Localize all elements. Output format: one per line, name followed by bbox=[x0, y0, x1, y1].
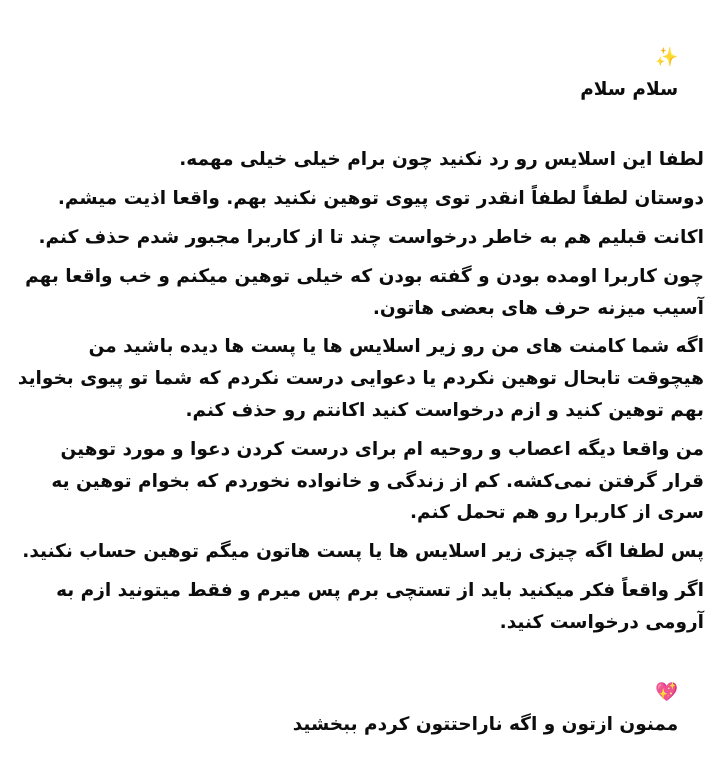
paragraph-no-energy: من واقعا دیگه اعصاب و روحیه ام برای درست کردن دعوا و مورد توهین قرار گرفتن نمی‌کشه. کم از زندگی و خانواده نخوردم که بخوام توهین یه سری از کاربرا رو هم تحمل کنم. bbox=[44, 438, 704, 524]
paragraph-check-comments: اگه شما کامنت های من رو زیر اسلایس ها یا پست ها دیده باشید من هیچوقت تابحال توهین نکردم یا دعوایی درست نکردم که شما تو پیوی بخواید بهم توهین کنید و ازم درخواست کنید اکانتم رو حذف کنم. bbox=[11, 336, 704, 421]
paragraph-no-insults-in-pv: دوستان لطفاً لطفاً انقدر توی پیوی توهین نکنید بهم. واقعا اذیت میشم. bbox=[57, 188, 704, 210]
paragraph-thanks-and-sorry-text: ممنون ازتون و اگه ناراحتتون کردم ببخشید bbox=[292, 714, 679, 736]
paragraph-greeting bbox=[16, 10, 704, 137]
paragraph-thanks-and-sorry bbox=[16, 646, 704, 773]
two-hearts-icon: 💖 bbox=[655, 682, 679, 704]
paragraph-if-you-think-so: اگر واقعاً فکر میکنید باید از تستچی برم پس میرم و فقط میتونید ازم به آرومی درخواست کنید. bbox=[49, 580, 704, 633]
paragraph-users-came-and-said: چون کاربرا اومده بودن و گفته بودن که خیلی توهین میکنم و خب واقعا بهم آسیب میزنه حرف های بعضی هاتون. bbox=[18, 265, 704, 319]
paragraph-dont-take-as-insult: پس لطفا اگه چیزی زیر اسلایس ها یا پست هاتون میگم توهین حساب نکنید. bbox=[22, 541, 704, 563]
paragraph-greeting-text: سلام سلام bbox=[580, 78, 679, 100]
sparkles-icon: ✨ bbox=[655, 46, 679, 68]
paragraph-request-no-scroll: لطفا این اسلایس رو رد نکنید چون برام خیلی خیلی مهمه. bbox=[179, 149, 704, 171]
paragraph-account-deleted-users: اکانت قبلیم هم به خاطر درخواست چند تا از کاربرا مجبور شدم حذف کنم. bbox=[38, 226, 704, 248]
